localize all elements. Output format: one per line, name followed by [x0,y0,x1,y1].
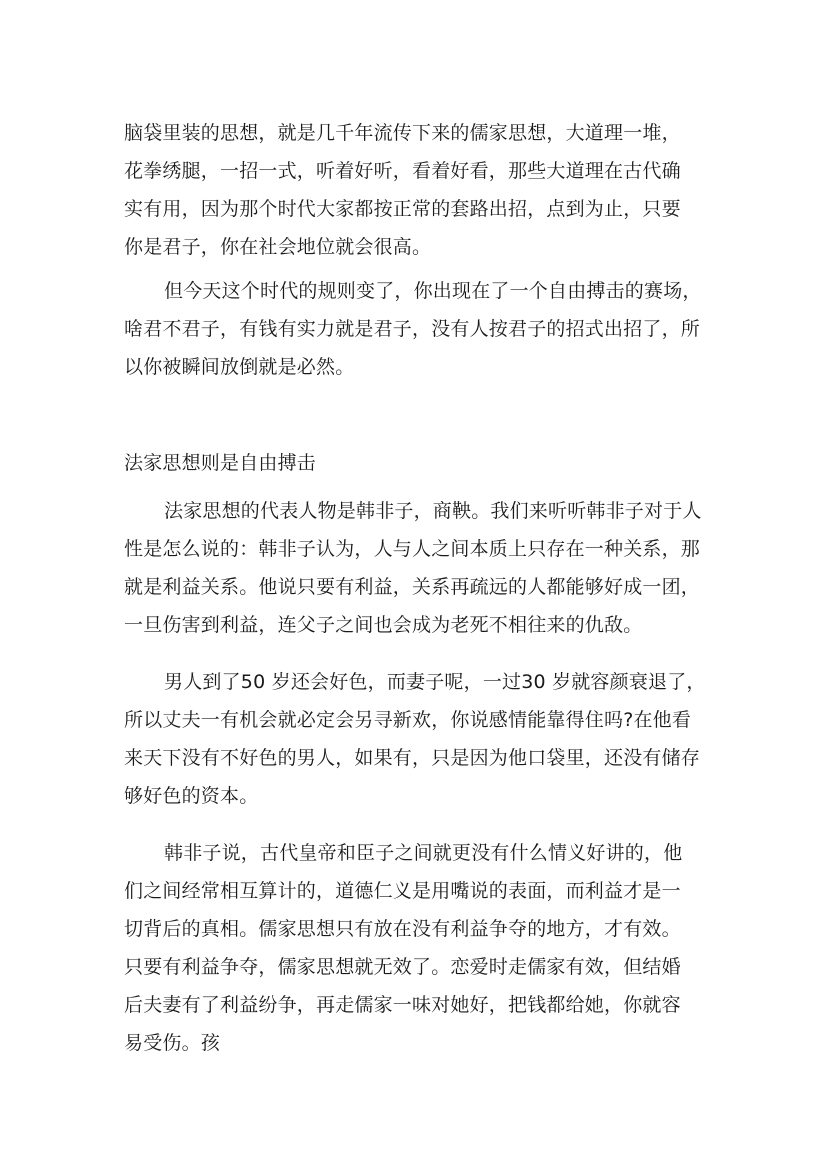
text-line: 性是怎么说的：韩非子认为，人与人之间本质上只存在一种关系，那 [124,538,701,560]
text-line: 男人到了50 岁还会好色，而妻子呢，一过30 岁就容颜衰退了， [164,671,706,693]
text-line: 韩非子说，古代皇帝和臣子之间就更没有什么情义好讲的，他 [164,842,683,864]
text-line: 花拳绣腿，一招一式，听着好听，看着好看，那些大道理在古代确 [124,160,681,182]
heading-text: 法家思想则是自由搏击 [124,452,317,474]
text-line: 易受伤。孩 [124,1032,221,1054]
text-line: 实有用，因为那个时代大家都按正常的套路出招，点到为止，只要 [124,198,681,220]
paragraph-3 [124,492,724,644]
text-line: 只要有利益争夺，儒家思想就无效了。恋爱时走儒家有效，但结婚 [124,956,681,978]
text-line: 切背后的真相。儒家思想只有放在没有利益争夺的地方，才有效。 [124,918,681,940]
text-line: 以你被瞬间放倒就是必然。 [124,356,355,378]
text-line: 够好色的资本。 [124,785,259,807]
text-line: 但今天这个时代的规则变了，你出现在了一个自由搏击的赛场， [164,280,702,302]
paragraph-2 [124,272,724,386]
section-heading [124,444,724,482]
text-line: 们之间经常相互算计的，道德仁义是用嘴说的表面，而利益才是一 [124,880,681,902]
text-line: 就是利益关系。他说只要有利益，关系再疏远的人都能够好成一团， [124,576,701,598]
text-line: 后夫妻有了利益纷争，再走儒家一味对她好，把钱都给她，你就容 [124,994,681,1016]
text-line: 来天下没有不好色的男人，如果有，只是因为他口袋里，还没有储存 [124,747,701,769]
text-line: 脑袋里装的思想，就是几千年流传下来的儒家思想，大道理一堆， [124,122,681,144]
paragraph-4 [124,663,724,815]
text-line: 所以丈夫一有机会就必定会另寻新欢，你说感情能靠得住吗?在他看 [124,709,692,731]
text-line: 一旦伤害到利益，连父子之间也会成为老死不相往来的仇敌。 [124,614,643,636]
paragraph-5 [124,834,724,1062]
text-line: 你是君子，你在社会地位就会很高。 [124,236,432,258]
text-line: 啥君不君子，有钱有实力就是君子，没有人按君子的招式出招了，所 [124,318,701,340]
paragraph-1 [124,114,724,266]
text-line: 法家思想的代表人物是韩非子，商鞅。我们来听听韩非子对于人 [164,500,702,522]
